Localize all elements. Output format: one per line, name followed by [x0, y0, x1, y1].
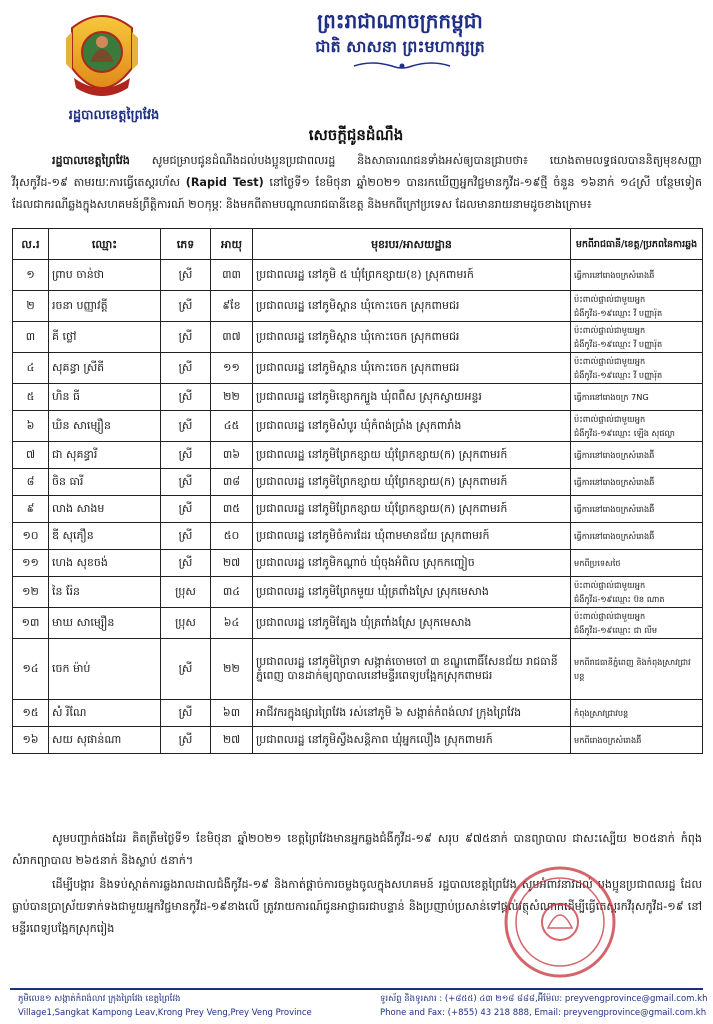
cell-source: ប៉ះពាល់ផ្ទាល់ជាមួយអ្នកជំងឺកូវីដ-១៩ឈ្មោះ ឡើង សុផល្លា	[571, 411, 703, 442]
cell-sex: ស្រី	[161, 442, 211, 469]
cell-age: ៣៧	[211, 322, 253, 353]
cell-name: ហិន ធី	[49, 384, 161, 411]
cell-sex: ស្រី	[161, 469, 211, 496]
cell-address: ប្រជាពលរដ្ឋ នៅភូមិព្រែកមួយ ឃុំត្រពាំងស្រែ ស្រុកមេសាង	[253, 577, 571, 608]
cell-sex: ប្រុស	[161, 608, 211, 639]
cell-no: ៩	[13, 496, 49, 523]
cell-address: ប្រជាពលរដ្ឋ នៅភូមិព្រែកខ្សាយ ឃុំព្រែកខ្សាយ(ក) ស្រុកពាមរក៍	[253, 496, 571, 523]
cell-age: ៥០	[211, 523, 253, 550]
cell-no: ៥	[13, 384, 49, 411]
cell-source: មកពីប្រទេសថៃ	[571, 550, 703, 577]
cell-address: ប្រជាពលរដ្ឋ នៅភូមិស្ពាន ឃុំកោះចេក ស្រុកពាមជរ	[253, 322, 571, 353]
cell-age: ២៧	[211, 727, 253, 754]
cell-name: ឃិន សាម្សឿន	[49, 411, 161, 442]
summary-paragraph: សូមបញ្ជាក់ផងដែរ គិតត្រឹមថ្ងៃទី១ ខែមិថុនា ឆ្នាំ២០២១ ខេត្តព្រៃវែងមានអ្នកឆ្លងជំងឺកូវីដ-១៩ សរុប ៩៧៥នាក់ បានព្យាបាល ជាសះស្បើយ ២០៥នាក់ កំពុងសំរាកព្យាបាល ២៦៥នាក់ និងស្លាប់ ៥នាក់។	[12, 832, 702, 867]
cell-no: ៣	[13, 322, 49, 353]
cell-name: នៃ រ៉ែន	[49, 577, 161, 608]
cell-source: ធ្វើការនៅរោងចក្រ 7NG	[571, 384, 703, 411]
table-row	[13, 577, 703, 608]
cell-source: ប៉ះពាល់ផ្ទាល់ជាមួយអ្នកជំងឺកូវីដ-១៩ឈ្មោះ វី បញ្ញារ៉ុត	[571, 291, 703, 322]
cell-age: ២៧	[211, 550, 253, 577]
footer-address-kh: ភូមិលេខ១ សង្កាត់កំពង់លាវ ក្រុងព្រៃវែង ខេត្តព្រៃវែង	[18, 994, 181, 1004]
cell-no: ១២	[13, 577, 49, 608]
cell-age: ៣៨	[211, 469, 253, 496]
col-header-no: ល.រ	[13, 229, 49, 260]
cell-sex: ស្រី	[161, 550, 211, 577]
organization-name: រដ្ឋបាលខេត្តព្រៃវែង	[68, 108, 160, 123]
cell-no: ៤	[13, 353, 49, 384]
cell-sex: ស្រី	[161, 727, 211, 754]
table-row	[13, 550, 703, 577]
cell-name: ឌី សុភឿន	[49, 523, 161, 550]
cell-name: ហេង សុខចង់	[49, 550, 161, 577]
cell-no: ១៥	[13, 700, 49, 727]
appeal-paragraph: ដើម្បីបង្ការ និងទប់ស្កាត់ការឆ្លងរាលដាលជំងឺកូវីដ-១៩ និងកាត់ផ្តាច់ការចម្លងចូលក្នុងសហគមន៍ រដ្ឋបាលខេត្តព្រៃវែង សូមអំពាវនាវដល់ បងប្អូនប្រជាពលរដ្ឋ ដែលធ្លាប់បានប្រាស្រ័យទាក់ទងជាមួយអ្នកវិជ្ជមានកូវីដ-១៩ខាងលើ ត្រូវរាយការណ៍ជូនអាជ្ញាធរជាបន្ទាន់ និងប្រញាប់ប្រសាន់ទៅផ្តល់វត្ថុសំណាកដើម្បីធ្វើតេស្តរកវីរុសកូវីដ-១៩ នៅមន្ទីរពេទ្យបង្អែកស្រុករៀង	[12, 878, 702, 935]
official-stamp-icon	[500, 862, 620, 982]
footer-divider	[10, 988, 703, 990]
cell-sex: ស្រី	[161, 496, 211, 523]
col-header-address: មុខរបរ/អាសយដ្ឋាន	[253, 229, 571, 260]
table-row	[13, 608, 703, 639]
intro-text-1: សូមជម្រាបជូនដំណឹងដល់បងប្អូនប្រជាពលរដ្ឋ និងសាធារណជនទាំងអស់ឲ្យបានជ្រាបថា៖ យោងតាមលទ្ធផលបាននិត្យមុខសញ្ញាវីរុសកូវីដ-១៩ តាមរយៈការធ្វើតេស្តរហ័ស	[12, 154, 702, 189]
cell-sex: ស្រី	[161, 700, 211, 727]
cell-source: កំពុងស្រាវជ្រាវបន្ត	[571, 700, 703, 727]
cell-address: អាជីវករក្នុងផ្សារព្រៃវែង រស់នៅភូមិ ៦ សង្កាត់កំពង់លាវ ក្រុងព្រៃវែង	[253, 700, 571, 727]
cell-no: ៨	[13, 469, 49, 496]
cell-address: ប្រជាពលរដ្ឋ នៅភូមិសំបូរ ឃុំកំពង់ប្រាំង ស្រុកពារាំង	[253, 411, 571, 442]
cell-address: ប្រជាពលរដ្ឋ នៅភូមិកណ្តាច់ ឃុំចុងអំពិល ស្រុកកញ្ជៀច	[253, 550, 571, 577]
table-row	[13, 469, 703, 496]
cell-address: ប្រជាពលរដ្ឋ នៅភូមិចំការដែរ ឃុំពាមមានជ័យ ស្រុកពាមរក៍	[253, 523, 571, 550]
cell-source: មកពីរាជធានីភ្នំពេញ និងកំពុងស្រាវជ្រាវបន្ត	[571, 639, 703, 700]
kingdom-heading: ព្រះរាជាណាចក្រកម្ពុជា	[317, 9, 483, 33]
cell-sex: ប្រុស	[161, 577, 211, 608]
cell-no: ១៣	[13, 608, 49, 639]
cell-no: ៧	[13, 442, 49, 469]
footer-contact-en: Phone and Fax: (+855) 43 218 888, Email: preyvengprovince@gmail.com.kh	[380, 1008, 707, 1018]
table-row	[13, 727, 703, 754]
cell-sex: ស្រី	[161, 411, 211, 442]
cell-name: សយ សុផាន់ណា	[49, 727, 161, 754]
cell-source: ធ្វើការនៅរោងចក្រសំរោងឆ៊ី	[571, 496, 703, 523]
intro-lead: រដ្ឋបាលខេត្តព្រៃវែង	[52, 154, 130, 167]
cell-sex: ស្រី	[161, 639, 211, 700]
cell-age: ៤៥	[211, 411, 253, 442]
cell-address: ប្រជាពលរដ្ឋ នៅភូមិព្រែកខ្សាយ ឃុំព្រែកខ្សាយ(ក) ស្រុកពាមរក៍	[253, 442, 571, 469]
cell-address: ប្រជាពលរដ្ឋ នៅភូមិ ៥ ឃុំព្រែកខ្សាយ(ខ) ស្រុកពាមរក៍	[253, 260, 571, 291]
cell-no: ១៤	[13, 639, 49, 700]
cell-address: ប្រជាពលរដ្ឋ នៅភូមិស្វឹងសន្តិភាព ឃុំអ្នកលឿង ស្រុកពាមរក៍	[253, 727, 571, 754]
cell-source: ប៉ះពាល់ផ្ទាល់ជាមួយអ្នកជំងឺកូវីដ-១៩ឈ្មោះ វី បញ្ញារ៉ុត	[571, 322, 703, 353]
cell-source: ធ្វើការនៅរោងចក្រសំរោងឆ៊ី	[571, 260, 703, 291]
cell-source: ធ្វើការនៅរោងចក្រសំរោងឆ៊ី	[571, 442, 703, 469]
intro-text-2: នៅថ្ងៃទី១ ខែមិថុនា ឆ្នាំ២០២១ បានរកឃើញអ្នកវិជ្ជមានកូវីដ-១៩ថ្មី ចំនួន ១៦នាក់ ១៤ស្រី បន្ថែមទៀត ដែលជាករណីឆ្លងក្នុងសហគមន៍ព្រឹត្តិការណ៍ ២០កុម្ភៈ និងមកពីតាមបណ្តាលរាជធានីខេត្ត និងមកពីក្រៅប្រទេស ដែលមានរាយនាមដូចខាងក្រោម៖	[12, 176, 703, 211]
notice-title: សេចក្តីជូនដំណឹង	[308, 126, 404, 144]
cell-name: មាឃ សាម្សឿន	[49, 608, 161, 639]
cell-age: ៦៣	[211, 700, 253, 727]
cell-source: ប៉ះពាល់ផ្ទាល់ជាមួយអ្នកជំងឺកូវីដ-១៩ឈ្មោះ វី បញ្ញារ៉ុត	[571, 353, 703, 384]
table-row	[13, 291, 703, 322]
table-row	[13, 496, 703, 523]
rapid-test-label: (Rapid Test)	[185, 176, 264, 189]
table-row	[13, 260, 703, 291]
cell-age: ២២	[211, 384, 253, 411]
cell-name: រចនា បញ្ញាវត្តី	[49, 291, 161, 322]
cell-age: ៣៣	[211, 260, 253, 291]
cell-age: ៣៥	[211, 496, 253, 523]
cell-sex: ស្រី	[161, 291, 211, 322]
cell-no: ១១	[13, 550, 49, 577]
province-logo-icon	[62, 8, 142, 106]
cell-no: ២	[13, 291, 49, 322]
cell-no: ១០	[13, 523, 49, 550]
table-row	[13, 639, 703, 700]
cell-name: សុគន្ធា ស្រីតី	[49, 353, 161, 384]
cell-name: ជា សុគន្ធារី	[49, 442, 161, 469]
cell-address: ប្រជាពលរដ្ឋ នៅភូមិខ្សោកក្បួង ឃុំពពឺស ស្រុកស្វាយអន្ទរ	[253, 384, 571, 411]
cell-sex: ស្រី	[161, 384, 211, 411]
cell-address: ប្រជាពលរដ្ឋ នៅភូមិត្បែង ឃុំត្រពាំងស្រែ ស្រុកមេសាង	[253, 608, 571, 639]
col-header-name: ឈ្មោះ	[49, 229, 161, 260]
cell-no: ៦	[13, 411, 49, 442]
cell-source: ធ្វើការនៅរោងចក្រសំរោងឆ៊ី	[571, 523, 703, 550]
table-row	[13, 353, 703, 384]
col-header-source: មកពីរាជធានី/ខេត្ត/ប្រភពនៃការឆ្លង	[571, 229, 703, 260]
col-header-age: អាយុ	[211, 229, 253, 260]
national-motto: ជាតិ សាសនា ព្រះមហាក្សត្រ	[315, 37, 485, 56]
cell-age: ១១	[211, 353, 253, 384]
cell-address: ប្រជាពលរដ្ឋ នៅភូមិស្ពាន ឃុំកោះចេក ស្រុកពាមជរ	[253, 353, 571, 384]
cell-age: ៣៦	[211, 442, 253, 469]
cell-age: ៣៤	[211, 577, 253, 608]
cell-address: ប្រជាពលរដ្ឋ នៅភូមិព្រៃទា សង្កាត់ចោមចៅ ៣ ខណ្ឌពោធិ៍សែនជ័យ រាជធានីភ្នំពេញ បានដាក់ឲ្យព្យាបាលនៅមន្ទីរពេទ្យបង្អែកស្រុកពាមជរ	[253, 639, 571, 700]
table-row	[13, 411, 703, 442]
cell-age: ២២	[211, 639, 253, 700]
table-row	[13, 523, 703, 550]
cell-name: ចិន ធារី	[49, 469, 161, 496]
cell-name: ព្រាប ចាន់ថា	[49, 260, 161, 291]
cell-name: សំ រីណែ	[49, 700, 161, 727]
cell-address: ប្រជាពលរដ្ឋ នៅភូមិព្រែកខ្សាយ ឃុំព្រែកខ្សាយ(ក) ស្រុកពាមរក៍	[253, 469, 571, 496]
cell-source: មកពីរោងចក្រសំរោងឆ៊ី	[571, 727, 703, 754]
cell-source: ប៉ះពាល់ផ្ទាល់ជាមួយអ្នកជំងឺកូវីដ-១៩ឈ្មោះ ជា លីម	[571, 608, 703, 639]
divider-ornament-icon	[352, 60, 452, 72]
table-row	[13, 384, 703, 411]
cell-age: ៦៤	[211, 608, 253, 639]
cell-sex: ស្រី	[161, 260, 211, 291]
cell-source: ប៉ះពាល់ផ្ទាល់ជាមួយអ្នកជំងឺកូវីដ-១៩ឈ្មោះ ប៊ន ណាត	[571, 577, 703, 608]
footer-contact-kh: ទូរស័ព្ទ និងទូរសារ : (+៨៥៥) ៤៣ ២១៨ ៨៨៨,អ៊ីម៉ែល: preyvengprovince@gmail.com.kh	[380, 994, 708, 1004]
cell-no: ១៦	[13, 727, 49, 754]
cases-table	[12, 228, 703, 754]
table-header-row	[13, 229, 703, 260]
cell-sex: ស្រី	[161, 353, 211, 384]
table-row	[13, 442, 703, 469]
table-row	[13, 700, 703, 727]
table-row	[13, 322, 703, 353]
cell-source: ធ្វើការនៅរោងចក្រសំរោងឆ៊ី	[571, 469, 703, 496]
intro-paragraph	[12, 150, 702, 216]
cell-sex: ស្រី	[161, 523, 211, 550]
cell-address: ប្រជាពលរដ្ឋ នៅភូមិស្ពាន ឃុំកោះចេក ស្រុកពាមជរ	[253, 291, 571, 322]
cell-age: ៩ខែ	[211, 291, 253, 322]
footer-address-en: Village1,Sangkat Kampong Leav,Krong Prey Veng,Prey Veng Province	[18, 1008, 312, 1018]
cell-no: ១	[13, 260, 49, 291]
cell-name: ចេក ម៉ាប់	[49, 639, 161, 700]
cell-sex: ស្រី	[161, 322, 211, 353]
col-header-sex: ភេទ	[161, 229, 211, 260]
cell-name: គី ថ្លៅ	[49, 322, 161, 353]
cell-name: លាង សាងម	[49, 496, 161, 523]
